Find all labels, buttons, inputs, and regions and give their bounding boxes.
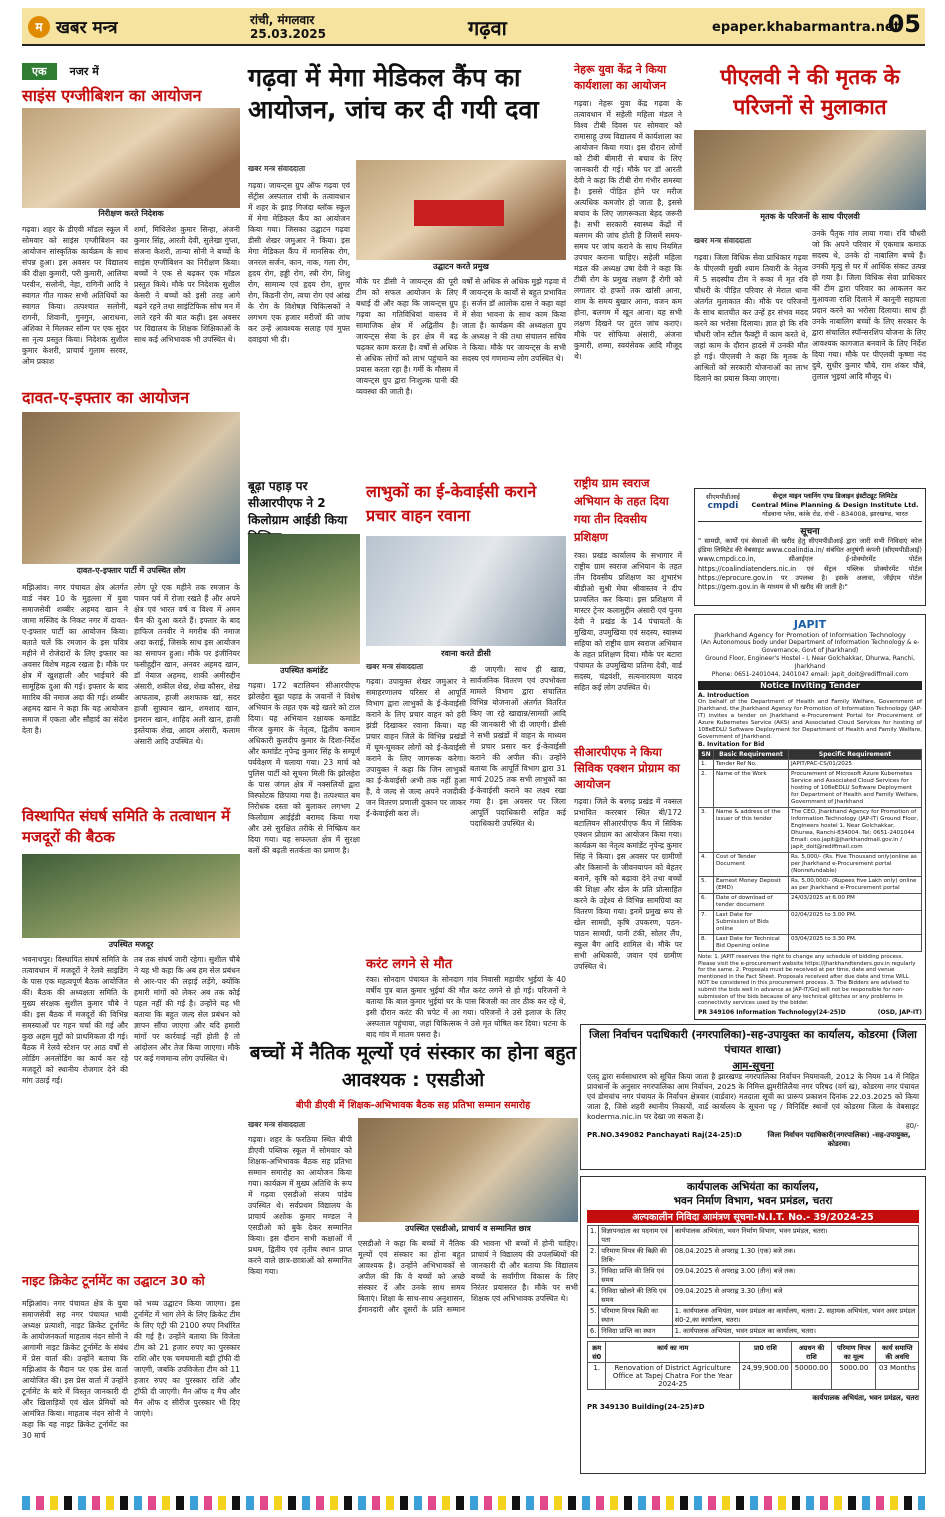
sdo-photo [358,1118,578,1222]
medical-camp-caption: उद्घाटन करते प्रमुख [433,262,489,271]
japit-col-sn: SN [699,750,714,760]
plv-headline: पीएलवी ने की मृतक के परिजनों से मुलाकात [720,65,900,119]
building-schedule-table [587,1225,919,1338]
nazar-header [22,60,240,78]
work-cell: 1. [588,1362,606,1389]
japit-table [698,749,922,952]
work-cell: 03 Months [876,1362,919,1389]
electrocution-headline: करंट लगने से मौत [366,957,453,972]
cmpdi-logo-sub: cmpdi [707,501,739,511]
sdo-caption: उपस्थित एसडीओ, प्राचार्य व सम्मानित छात्र [405,1224,531,1233]
iftar-headline: दावत-ए-इफ्तार का आयोजन [22,388,190,407]
cmpdi-heading: सूचना [800,527,820,537]
table-cell: 4. [588,1286,599,1306]
table-cell: 6. [699,894,714,911]
ekyc-caption: रवाना करते डीसी [441,649,491,658]
plv-caption: मृतक के परिजनों के साथ पीएलवी [760,212,860,221]
table-row [588,1226,919,1246]
section-name: गढ़वा [468,16,507,40]
cmpdi-body: " सामग्री, कार्यों एवं सेवाओं की खरीद हेतु सीएमपीडीआई द्वारा जारी सभी निविदाएं कोल इंडिया लिमिटेड की वेबसाइट www.coalindia.in/ संबंधित अनुषंगी कंपनी (सीएमपीडीआई) www.cmpdi.co.in, सीआईएल ई-प्रोक्योरमेंट पोर्टल https://coalindiatenders.nic.in एवं सेंट्रल पब्लिक प्रोक्योरमेंट पोर्टल https://eprocure.gov.in पर उपलब्ध है। इसके अलावा, जीईएम पोर्टल https://gem.gov.in के माध्यम से भी खरीद की जाती है।" [698,537,922,592]
table-cell: 8. [699,935,714,952]
brand-name: खबर मन्त्र [56,18,118,38]
table-row [588,1286,919,1306]
koderma-sd: ह0/- [905,1122,919,1130]
work-cell: 24,99,900.00 [740,1362,792,1389]
sdo-body-a: गढ़वा। शहर के फरठिया स्थित बीपी डीएवी पब्लिक स्कूल में सोमवार को शिक्षक-अभिभावक बैठक सह प्रतिभा सम्मान समारोह का आयोजन किया गया। कार्यक्रम में मुख्य अतिथि के रूप में गढ़वा एसडीओ संजय पांडेय उपस्थित थे। सर्वप्रथम विद्यालय के प्राचार्य अशोक कुमार मण्डल ने एसडीओ को बुके देकर सम्मानित किया। इस दौरान सभी कक्षाओं में प्रथम, द्वितीय एवं तृतीय स्थान प्राप्त करने वाले छात्र-छात्राओं को सम्मानित किया गया। [248,1135,352,1276]
lead-body-c: वर्षों से अधिक से अधिक मुझे गढ़वा में मैं जायन्ट्स के कार्यों से बहुत प्रभावित हूं। सर्जन डॉ आलोक दास ने कहा यहां में सेवा भावना के साथ काम किया जाता है। कार्यक्रम की अध्यक्षता ग्रुप के अध्यक्ष ने की तथा संचालन सचिव ने किया। मौके पर जायन्ट्स के सभी सदस्य एवं गणमान्य लोग उपस्थित थे। [462,277,566,363]
building-title2: भवन निर्माण विभाग, भवन प्रमंडल, चतरा [673,1195,833,1207]
cmpdi-logo-text: सीएमपीडीआई [706,493,740,501]
japit-intro: On behalf of the Department of Health and Family Welfare, Government of Jharkhand, the Jharkhand Agency for Promotion of Information Technology (JAP-IT) invites a tender on Jharkhand e-Procurement Portal for Procurement of Azure Kubernetes Service (AKS) and Associated Cloud Services for hosting of 108eEDLU Software Deployment for Department of Health and Family Welfare, Government of Jharkhand. [698,699,922,740]
masthead-date: 25.03.2025 [250,27,326,41]
cricket-tournament-headline: नाइट क्रिकेट टूर्नामेंट का उद्घाटन 30 को [22,1273,205,1288]
lead-body-b: मौके पर डीसी ने जायन्ट्स की पूरी टीम को सफल आयोजन के लिए बधाई दी और कहा कि जायन्ट्स ग्रुप गढ़वा का गतिविधियां वास्तव में सामाजिक क्षेत्र में अद्वितीय है। जायन्ट्स सेवा के हर क्षेत्र में बढ़ चढ़कर काम करता है। वर्षों से अधिक से अधिक लोगों को लाभ पहुंचाने का प्रयास करता रहा है। गर्मी के मौसम में जायन्ट्स ग्रुप द्वारा निःशुल्क पानी की व्यवस्था की जाती है। [356,277,458,396]
table-cell: Last Date for Technical Bid Opening online [714,935,789,952]
table-row [699,935,922,952]
workers-meeting-caption: उपस्थित मजदूर [108,940,154,949]
science-exhibition-body-b: शर्मा, मिथिलेश कुमार सिन्हा, अंजनी कुमार सिंह, आरती देवी, सुलेखा गुप्ता, संजना केशरी, तान्या सोनी ने बच्चों के साइंस एग्जीबिशन का निरीक्षण किया। बच्चों ने एक से बढ़कर एक मॉडल प्रस्तुत किये। मौके पर निदेशक सुशील केसरी ने बच्चों को इसी तरह आगे बढ़ने रहने तथा साइंटिफिक सोच मन में लाते रहने की बात कही। इस अवसर पर विद्यालय के शिक्षक शिक्षिकाओं के साथ कई अभिभावक भी उपस्थित थे। [134,225,240,344]
crpf-body: गढ़वा। 172 बटालियन सीआरपीएफ झोलहेरा बूढ़ा पहाड़ के जवानों ने विशेष अभियान के तहत एक बड़े खतरे को टाल दिया। यह अभियान रक्षायक कमांडेंट नीरज कुमार के नेतृत्व, द्वितीय कमान अधिकारी कुलदीप कुमार के दिशा-निर्देश और कमांडेंट नृपेन्द्र कुमार सिंह के सम्पूर्ण पर्यवेक्षण में चलाया गया। 23 मार्च को पुलिस पार्टी को सूचना मिली कि झोलहेरा के पास जंगल क्षेत्र में नक्सलियों द्वारा विस्फोटक छिपाया गया है। तत्पश्चात बम निरोधक दस्ता को बुलाकर लगभग 2 किलोग्राम आईईडी बरामद किया गया और उसे सुरक्षित तरीके से निष्क्रिय कर दिया गया। यह सफलता क्षेत्र में सुरक्षा बलों की बढ़ती सतर्कता का प्रमाण है। [248,681,360,855]
cmpdi-header [698,492,922,522]
table-row [699,911,922,935]
iftar-photo [22,412,240,564]
table-cell: विज्ञापनदाता का पदनाम एवं पता [599,1226,672,1246]
japit-invite-heading: B. Invitation for Bid [698,741,765,748]
table-cell: परिमाण विपत्र की बिक्री की तिथि- [599,1246,672,1266]
science-exhibition-photo [22,108,240,208]
science-exhibition-body-a: गढ़वा। शहर के डीएवी मॉडल स्कूल में सोमवार को साइंस एग्जीबिशन का आयोजन सांस्कृतिक कार्यक्रम के साथ संपन्न हुआ। इस अवसर पर विद्यालय की दीक्षा कुमारी, परी कुमारी, आलिया परवीन, सलोनी, नेहा, रागिनी आदि ने स्वागत गीत गाकर सभी अतिथियों का स्वागत किया। तत्पश्चात सलोनी, रागनी, शिवानी, गुनगुन, आराधना, अंशिका ने मिलकर सॉन्ग पर एक सुंदर सा नृत्य प्रस्तुत किया। निदेशक सुशील कुमार केशरी, प्राचार्य गुलाम सरवर, ओम प्रकाश [22,225,128,366]
sdo-subheadline: बीपी डीएवी में शिक्षक-अभिभावक बैठक सह प्रतिभा सम्मान समारोह [295,1100,531,1111]
table-cell: 09.04.2025 से अपराह्न 3.30 (तीन) बजे [672,1286,918,1306]
brand-logo-icon: म [28,16,50,38]
work-header-cell: कार्य का नाम [606,1341,740,1362]
crpf-photo [248,534,360,664]
science-exhibition-headline: साइंस एग्जीबिशन का आयोजन [22,86,202,105]
japit-pr: PR 349106 Information Technology(24-25)D [698,1008,846,1016]
table-cell: The CEO, Jharkhand Agency for Promotion of Information Technology (JAP-IT) Ground Floor, Engineers hostel 1, Near Golchakkar, Dhurwa, Ranchi-834004. Tel: 0651-2401044 Email: ceo.japit@jharkhandmail.gov.in / japit_doit@rediffmail.com [789,808,922,853]
iftar-body-a: मझिआंव। नगर पंचायत क्षेत्र अंतर्गत वार्ड नंबर 10 के मुहल्ला में युवा समाजसेवी शब्बीर अहमद खान ने जामा मस्जिद के निकट नगर में दावत-ए-इफ्तार पार्टी का आयोजन किया। बताते चलें कि रमजान के इस पवित्र महीने में रोजेदारों के लिए इफ्तार का अवसर विशेष महत्व रखता है। मौके पर क्षेत्र में खुशहाली और भाईचारे की सामूहिक दुआ की गई। इफ्तार के बाद मग़रिब की नमाज अदा की गई। शब्बीर अहमद खान ने कहा कि यह आयोजन समाज में एकता और सौहार्द का संदेश देता है। [22,583,128,735]
japit-logo: JAPIT [793,618,827,631]
nazar-title: नजर में [69,65,99,78]
table-cell: Earnest Money Deposit (EMD) [714,877,789,894]
table-cell: परिमाण विपत्र बिक्री का स्थान [599,1306,672,1326]
table-cell: 09.04.2025 से अपराह्न 3.00 (तीन) बजे तक। [672,1266,918,1286]
building-pr: PR 349130 Building(24-25)#D [587,1402,705,1411]
cmpdi-name-hi: सेन्ट्रल माइन प्लानिंग एण्ड डिजाइन इंस्टीट्यूट लिमिटेड [772,492,898,500]
ekyc-byline: खबर मन्त्र संवाददाता [366,662,424,671]
japit-intro-heading: A. Introduction [698,692,750,699]
crpf-caption: उपस्थित कमांडेंट [280,666,328,675]
table-cell: 1. कार्यपालक अभियंता, भवन प्रमंडल का कार्यालय, चतरा। 2. सहायक अभियंता, भवन अवर प्रमंडल सं0-2,का कार्यालय, चतरा। [672,1306,918,1326]
page-number: 05 [887,10,921,38]
table-cell: 1. कार्यपालक अभियंता, भवन प्रमंडल का कार्यालय, चतरा। [672,1326,918,1338]
koderma-pr: PR.NO.349082 Panchayati Raj(24-25):D [587,1131,742,1139]
nazar-tag: एक [22,63,57,80]
japit-phone: Phone: 0651-2401044, 2401047 email: japit_doit@rediffmail.com [711,671,909,678]
table-row [699,808,922,853]
cmpdi-name-en: Central Mine Planning & Design Institute Ltd. [751,501,919,509]
science-exhibition-caption: निरीक्षण करते निदेशक [98,209,164,218]
workers-meeting-body-a: भवनाथपुर। विस्थापित संघर्ष समिति के तत्वावधान में मजदूरों ने रेलवे साइडिंग के पास एक महत्वपूर्ण बैठक आयोजित की। बैठक की अध्यक्षता समिति के मुख्य संरक्षक सुशील कुमार चौबे ने की। इस बैठक में मजदूरों की विभिन्न समस्याओं पर गहन चर्चा की गई और कुछ अहम मुद्दों को प्राथमिकता दी गई। बैठक में रेलवे स्टेशन पर आठ वर्षों से लोडिंग अनलोडिंग का कार्य कर रहे मजदूरों को स्थानीय रोजगार देने की मांग उठाई गई। [22,955,128,1085]
table-cell: Rs. 5,000/- (Rs. Five Thousand only)online as per Jharkhand e-Procurement portal (Nonrefundable) [789,853,922,877]
table-cell: 6. [588,1326,599,1338]
table-cell: 1. [699,760,714,770]
koderma-sign: जिला निर्वाचन पदाधिकारी(नगरपालिका) -सह-उपायुक्त, कोडरमा। [767,1131,911,1148]
plv-body-a: गढ़वा। जिला विधिक सेवा प्राधिकार गढ़वा के पीएलवी मुखी श्याम तिवारी के नेतृत्व में 5 सदस्यीय टीम ने रूका में मृत रवि चौधरी के पीड़ित परिवार से मेराल थाना अंतर्गत मुलाकात की। मौके पर परिजनों के साथ बातचीत कर उन्हें हर संभव मदद करने का भरोसा दिलाया। ज्ञात हो कि रवि चौधरी जोन स्टील फैक्ट्री में काम करते थे, जहां काम के दौरान हादसे में उनकी मौत हो गई। पीएलवी ने कहा कि मृतक के आश्रितों को सरकारी योजनाओं का लाभ दिलाने का प्रयास किया जाएगा। [694,253,808,383]
work-header-cell: क्रम सं0 [588,1341,606,1362]
japit-rows [699,760,922,952]
table-cell: 2. [699,770,714,808]
registration-marks [22,1496,925,1510]
japit-org2: (An Autonomous body under Department of Information Technology & e-Governance, Govt of Jharkhand) [700,639,920,654]
building-sign: कार्यपालक अभियंता, भवन प्रमंडल, चतरा [812,1393,919,1402]
work-header-cell: परिमाण विपत्र का मूल्य [832,1341,876,1362]
civic-action-body: गढ़वा। जिले के बरगढ़ प्रखंड में नक्सल प्रभावित कररबार स्थित बी/172 बटालियन सीआरपीएफ कैंप में सिविक एक्शन प्रोग्राम का आयोजन किया गया। कार्यक्रम का नेतृत्व कमांडेंट नृपेन्द्र कुमार सिंह ने किया। इस अवसर पर ग्रामीणों और किसानों के जीवनयापन को बेहतर बनाने, कृषि को बढ़ावा देने तथा बच्चों की शिक्षा और खेल के प्रति प्रोत्साहित करने के उद्देश्य से विभिन्न सामग्रियां का वितरण किया गया। इनमें प्रमुख रूप से खेल सामग्री, कृषि उपकरण, पठन-पाठन सामग्री, पानी टंकी, सोलर लैंप, स्कूल बैग आदि शामिल थे। मौके पर सभी अधिकारी, जवान एवं ग्रामीण उपस्थित थे। [574,797,682,971]
cmpdi-address: गोंडवाना प्लेस, कांके रोड, रांची - 834008, झारखण्ड, भारत [762,510,908,518]
table-cell: निविदा प्राप्ति की तिथि एवं समय [599,1266,672,1286]
table-row [588,1246,919,1266]
japit-address: Ground Floor, Engineer's Hostel - I, Near Golchakkar, Dhurwa, Ranchi, Jharkhand [705,655,915,670]
table-cell: 02/04/2025 to 3.00 PM. [789,911,922,935]
koderma-title: जिला निर्वाचन पदाधिकारी (नगरपालिका)-सह-उपायुक्त का कार्यालय, कोडरमा (जिला पंचायत शाखा) [589,1029,917,1056]
koderma-subtitle: आम-सूचना [732,1061,774,1072]
work-cell: 5000.00 [832,1362,876,1389]
masthead-dateline [250,13,326,41]
lead-headline: गढ़वा में मेगा मेडिकल कैंप का आयोजन, जांच कर दी गयी दवा [248,63,539,124]
work-cell: Renovation of District Agriculture Office at Tapej Chatra For the Year 2024-25 [606,1362,740,1389]
table-row [699,760,922,770]
table-cell: 2. [588,1246,599,1266]
table-cell: 4. [699,853,714,877]
civic-action-headline: सीआरपीएफ ने किया सिविक एक्शन प्रोग्राम का आयोजन [574,745,680,791]
table-cell: 5. [588,1306,599,1326]
table-cell: 3. [588,1266,599,1286]
work-head [588,1341,919,1362]
building-nit [580,1176,926,1474]
table-cell: Rs. 5,00,000/- (Rupees five Lakh only) online as per Jharkhand e-Procurement portal [789,877,922,894]
building-nit-number: अल्पकालीन निविदा आमंत्रण सूचना-N.I.T. No.- 39/2024-25 [587,1210,919,1223]
medical-camp-photo [356,160,566,260]
work-header-cell: कार्य समाप्ति की अवधि [876,1341,919,1362]
iftar-caption: दावत-ए-इफ्तार पार्टी में उपस्थित लोग [76,566,186,575]
japit-col-spec: Specific Requirement [789,750,922,760]
table-row [699,770,922,808]
table-cell: 08.04.2025 से अपराह्न 1.30 (एक) बजे तक। [672,1246,918,1266]
koderma-body: एतद् द्वारा सर्वसाधारण को सूचित किया जाता है झारखण्ड नगरपालिका निर्वाचन नियमावली, 2012 के नियम 14 में निहित प्रावधानों के अनुसार नगरपालिका आम निर्वाचन, 2025 के निमित्त झुमरीतिलैया नगर परिषद (वर्ग ख), कोडरमा नगर पंचायत एवं डोमचांच नगर पंचायत के निर्वाचन क्षेत्रवार (वार्डवार) मतदाता सूची का प्रारूप प्रकाशन दिनांक 22.03.2025 को किया जाता है, जिसे शहरी स्थानीय निकायों, वार्ड कार्यालय के सूचना पट्ट / विनिर्दिष्ट स्थानों एवं कोडरमा जिला के वेबसाइट koderma.nic.in पर देखा जा सकता है। [587,1072,919,1121]
table-row [699,853,922,877]
table-cell: कार्यपालक अभियंता, भवन निर्माण विभाग, भवन प्रमंडल, चतरा। [672,1226,918,1246]
table-cell: निविदा खोलने की तिथि एवं समय [599,1286,672,1306]
iftar-body-b: लोग पूरे एक महीने तक रमजान के पावन पर्व में रोजा रखते हैं और अपने क्षेत्र एवं भारत वर्ष व विश्व में अमन चैन की दुआ करते हैं। इफ्तार के बाद हाफिज तनवीर ने मगरीब की नमाज अदा कराई, जिसके साथ इस आयोजन का समापन हुआ। मौके पर इंजीनियर फसीहुद्दीन खान, अनवर अहमद खान, डॉ नेयाज अहमद, शाकी अमीरुद्दीन अंसारी, शकील शेख, शेख कौसर, शेख आफताब, हाजी अशफाक खां, सदर हाजी सुफ़्यान खान, शमशाद खान, इमरान खान, शाहिद अली खान, हाजी इस्तेयाक शेख, आदम अंसारी, कलाम अंसारी आदि उपस्थित थे। [134,583,240,746]
table-cell: Last Date for Submission of Bids online [714,911,789,935]
cricket-body-a: मझिआंव। नगर पंचायत क्षेत्र के युवा समाजसेवी सह नगर पंचायत भावी अध्यक्ष प्रत्याशी, नाइट क्रिकेट टूर्नामेंट के आयोजनकर्ता माहताब नंदन सोनी ने आगामी नाइट क्रिकेट टूर्नामेंट के संबंध में प्रेस वार्ता की। उन्होंने बताया कि मझिआंव के मैदान पर एक प्रेस वार्ता आयोजित की। इस प्रेस वार्ता में उन्होंने टूर्नामेंट के बारे में विस्तृत जानकारी दी और खिलाड़ियों एवं खेल प्रेमियों को आमंत्रित किया। माहताब नंदन सोनी ने कहा कि यह नाइट क्रिकेट टूर्नामेंट का 30 मार्च [22,1299,128,1440]
japit-notice-title: Notice Inviting Tender [698,681,922,690]
website-link[interactable]: epaper.khabarmantra.net [712,20,900,35]
displaced-committee-headline: विस्थापित संघर्ष समिति के तत्वाधान में मजदूरों की बैठक [22,807,231,846]
cmpdi-logo [698,492,748,519]
work-header-cell: अग्रधन की राशि [791,1341,831,1362]
rgsa-headline: राष्ट्रीय ग्राम स्वराज अभियान के तहत दिया गया तीन दिवसीय प्रशिक्षण [574,476,669,544]
japit-note: Note: 1. JAPIT reserves the right to change any schedule of bidding process. Please visit the e-procurement website https://jharkhandtenders.gov.in regularly for the same. 2. Proposals must be received at per time, date and venue mentioned in the Fact Sheet. Proposals received after due date and time WILL NOT be considered in this procurement process. 3. The Bidders are advised to submit the bids well in advance as JAP-IT/GoJ will not be responsible for non-submission of the bids because of any technical glitches or any problems in connectivity services used by the bidder. [698,954,916,1007]
nyk-headline: नेहरू युवा केंद्र ने किया कार्यशाला का आयोजन [574,63,667,92]
table-cell: Tender Ref No. [714,760,789,770]
japit-tender [694,614,926,1020]
ekyc-body-b: दी जाएगी। साथ ही खाद्य, सार्वजनिक वितरण एवं उपभोक्ता मामले विभाग द्वारा संचालित विभिन्न योजनाओं अंतर्गत वितरित किए जा रहे खाद्यान्न/सामग्री आदि की जानकारी भी दी जाएगी। डीसी ने सभी प्रखंडों में वाहन के माध्यम से प्रचार प्रसार कर ई-केवाईसी कराने की अपील की। उन्होंने बताया कि आपूर्ति विभाग द्वारा 31 मार्च 2025 तक सभी लाभुकों का ई-केवाईसी कराने का लक्ष्य रखा गया है। इस अवसर पर जिला आपूर्ति पदाधिकारी सहित कई पदाधिकारी उपस्थित थे। [470,665,566,828]
workers-meeting-photo [22,854,240,938]
table-row [699,877,922,894]
crpf-ied-headline: बूढ़ा पहाड़ पर सीआरपीएफ ने 2 किलोग्राम आईडी किया [248,479,348,527]
japit-col-basic: Basic Requirement [714,750,789,760]
work-cell: 50000.00 [791,1362,831,1389]
ekyc-body-a: गढ़वा। उपायुक्त शेखर जमुआर ने समाहरणालय परिसर से आपूर्ति विभाग द्वारा लाभुकों के ई-केवाईसी कराने के लिए प्रचार वाहन को हरी झंडी दिखाकर रवाना किया। यह प्रचार वाहन जिले के विभिन्न प्रखंडों में घूम-घूमकर लोगों को ई-केवाईसी कराने के लिए जागरूक करेगा। उपायुक्त ने कहा कि जिन लाभुकों का ई-केवाईसी अभी तक नहीं हुआ है, वे जल्द से जल्द अपने नजदीकी जन वितरण प्रणाली दुकान पर जाकर ई-केवाईसी करा लें। [366,677,466,818]
table-cell: 24/03/2025 at 6.00 PM [789,894,922,911]
ekyc-photo [366,536,566,646]
lead-byline: खबर मन्त्र संवाददाता [248,164,306,173]
rgsa-body: रंका। प्रखंड कार्यालय के सभागार में राष्ट्रीय ग्राम स्वराज अभियान के तहत तीन दिवसीय प्रशिक्षण का शुभारंभ बीडीओ सुश्री मेघा श्रीवास्तव ने दीप प्रज्वलित कर किया। इस प्रशिक्षण में मास्टर ट्रेनर कलामुद्दीन अंसारी एवं पुनम देवी ने प्रखंड के 14 पंचायतों के मुखिया, उपमुखिया एवं सदस्य, स्वास्थ्य सहिया को राष्ट्रीय ग्राम स्वराज अभियान के तहत प्रशिक्षण दिया। मौके पर बटारा पंचायत के उपमुखिया प्रतिमा देवी, वार्ड सदस्य, चंद्रवंशी, सत्यनारायण यादव सहित कई लोग उपस्थित थे। [574,551,682,692]
lead-body-a: गढ़वा। जायन्ट्स ग्रुप ऑफ गढ़वा एवं सेंट्रीस अस्पताल रांची के तत्वावधान में शहर के झाड़ गिजंदा ब्लॉक स्कूल में मेगा मेडिकल कैंप का आयोजन किया गया। जिसका उद्घाटन गढ़वा डीसी शेखर जमुआर ने किया। इस मेगा मेडिकल कैंप में मानसिक रोग, जनरल सर्जन, कान, नाक, गला रोग, हृदय रोग, हड्डी रोग, स्त्री रोग, शिशु रोग, सामान्य एवं हृदय रोग, शुगर रोग, किडनी रोग, त्वचा रोग एवं आंख के रोग के विशेषज्ञ चिकित्सकों ने लगभग एक हजार मरीजों की जांच कर उन्हें आवश्यक सलाह एवं मुफ्त दवाइयां भी दी। [248,181,350,344]
masthead [22,8,925,46]
table-cell: निविदा प्राप्ति का स्थान [599,1326,672,1338]
plv-body-b: उनके पैतृक गांव लाया गया। रवि चौधरी जो कि अपने परिवार में एकमात्र कमाऊ सदस्य थे, उनके दो नाबालिग बच्चे हैं। उनकी मृत्यु से घर में आर्थिक संकट उत्पन्न हो गया है। जिला विधिक सेवा प्राधिकार की टीम द्वारा परिवार का आकलन कर मुआवजा राशि दिलाने में कानूनी सहायता प्रदान करने का भरोसा दिलाया। साथ ही उनके नाबालिग बच्चों के लिए सरकार के द्वारा संचालित स्पॉन्सरशिप योजना के लिए आवश्यक कागजात बनवाने के लिए निर्देश दिया गया। मौके पर पीएलवी कृष्णा नंद दुबे, सुधीर कुमार चौबे, राम शंकर चौबे, तुलाल भुइयां आदि मौजूद थे। [812,229,926,381]
sdo-headline: बच्चों में नैतिक मूल्यों एवं संस्कार का होना बहुत आवश्यक : एसडीओ [249,1042,577,1091]
work-header-cell: प्रा0 राशि [740,1341,792,1362]
table-cell: 7. [699,911,714,935]
electrocution-body: रंका। सोनदाग पंचायत के सोनदाग गांव निवासी महावीर भुईयां के 40 वर्षीय पुत्र बाल कुमार भुईयां की मौत करंट लगने से हो गई। परिजनों ने बताया कि बाल कुमार भुईयां घर के पास बिजली का तार ठीक कर रहे थे, इसी दौरान करंट की चपेट में आ गया। परिजनों ने उसे इलाज के लिए अस्पताल पहुंचाया, जहां चिकित्सक ने उसे मृत घोषित कर दिया। घटना के बाद गांव में मातम पसरा है। [366,975,566,1039]
table-row [588,1306,919,1326]
table-cell: 3. [699,808,714,853]
work-row [588,1362,919,1389]
table-row [588,1326,919,1338]
sdo-body-b: एसडीओ ने कहा कि बच्चों में नैतिक मूल्यों एवं संस्कार का होना बहुत आवश्यक है। उन्होंने अभिभावकों से अपील की कि वे बच्चों को अच्छे संस्कार दें और उनके साथ समय बिताएं। शिक्षा के साथ-साथ अनुशासन, ईमानदारी और दूसरों के प्रति सम्मान की भावना भी बच्चों में होनी चाहिए। प्राचार्य ने विद्यालय की उपलब्धियों की जानकारी दी और बताया कि विद्यालय बच्चों के सर्वांगीण विकास के लिए निरंतर प्रयासरत है। मौके पर सभी शिक्षक एवं अभिभावक उपस्थित थे। [358,1239,578,1314]
table-cell: 03/04/2025 to 3.30 PM. [789,935,922,952]
ekyc-headline: लाभुकों का ई-केवाईसी कराने प्रचार वाहन रवाना [366,482,537,525]
table-cell: Name & address of the issuer of this tender [714,808,789,853]
table-cell: JAPIT/PAC-CS/01/2025 [789,760,922,770]
table-cell: 5. [699,877,714,894]
building-rows [588,1226,919,1338]
building-title1: कार्यपालक अभियंता का कार्यालय, [686,1181,820,1193]
table-row [588,1266,919,1286]
workers-meeting-body-b: तब तक संघर्ष जारी रहेगा। सुशील चौबे ने यह भी कहा कि अब हम सेल प्रबंधन से आर-पार की लड़ाई लड़ेंगे, क्योंकि हमारी मांगों को लेकर अब तक कोई पहल नहीं की गई है। उन्होंने यह भी बताया कि बहुत जल्द सेल प्रबंधन को ज्ञापन सौंपा जाएगा और यदि हमारी मांगों पर कार्रवाई नहीं होती है तो आंदोलन और तेज किया जाएगा। मौके पर कई गणमान्य लोग उपस्थित थे। [134,955,240,1063]
table-cell: 1. [588,1226,599,1246]
cmpdi-org [748,492,922,519]
table-cell: Procurement of Microsoft Azure Kubernetes Service and Associated Cloud Services for hosting of 108eEDLU Software Deployment for Department of Health and Family Welfare, Government of Jharkhand [789,770,922,808]
cmpdi-notice [694,488,926,606]
table-row [699,894,922,911]
plv-byline: खबर मन्त्र संवाददाता [694,236,752,245]
table-cell: Name of the Work [714,770,789,808]
table-cell: Cost of Tender Document [714,853,789,877]
camp-banner [414,200,504,226]
sdo-byline: खबर मन्त्र संवाददाता [248,1120,306,1129]
japit-org: Jharkhand Agency for Promotion of Information Technology [714,631,906,639]
plv-photo [694,130,926,210]
cricket-body-b: को भव्य उद्घाटन किया जाएगा। इस टूर्नामेंट में भाग लेने के लिए क्रिकेट टीम के लिए एंट्री फी 2100 रुपए निर्धारित की गई है। उन्होंने बताया कि विजेता टीम को 21 हजार रुपए का पुरस्कार राशि और एक चमचमाती बड़ी ट्रॉफी दी जाएगी, जबकि उपविजेता टीम को 11 हजार रुपए का पुरस्कार राशि और ट्रॉफी दी जाएगी। मैन ऑफ द मैच और मैन ऑफ द सीरीज पुरस्कार भी दिए जाएंगे। [134,1299,240,1418]
building-work-table [587,1341,919,1390]
japit-sign: (OSD, JAP-IT) [877,1008,922,1016]
nyk-body: गढ़वा। नेहरू युवा केंद्र गढ़वा के तत्वावधान में सहेली महिला मंडल ने विश्व टीबी दिवस पर सोमवार को रामासाहू उच्च विद्यालय में कार्यशाला का आयोजन किया गया। इस दौरान लोगों को टीबी बीमारी से बचाव के लिए जानकारी दी गई। मौके पर डॉ आरती देवी ने कहा कि टीबी रोग गंभीर समस्या है। इससे पीड़ित होने पर मरीज अत्यधिक कमजोर हो जाता है, इससे बचाव के लिए जागरूकता बेहद जरूरी है। सभी सरकारी स्वास्थ्य केंद्रों में बलगम की जांच होती है जिसमें समय-समय पर जांच कराने के साथ नियमित उपचार कराना चाहिए। सहेली महिला मंडल की अध्यक्ष उषा देवी ने कहा कि टीबी रोग के प्रमुख लक्षण हैं रोगी को लगातार दो हफ्तों तक खांसी आना, शाम के समय बुखार आना, वजन कम होना, बलगम में खून आना। यह सभी लक्षण दिखने पर तुरंत जांच कराएं। मौके पर सोफिया अंसारी, अंजना कुमारी, शम्मा, स्वयंसेवक आदि मौजूद थे। [574,99,682,361]
table-cell: Date of download of tender document [714,894,789,911]
masthead-city: रांची, मंगलवार [250,13,315,27]
koderma-notice [580,1024,926,1170]
